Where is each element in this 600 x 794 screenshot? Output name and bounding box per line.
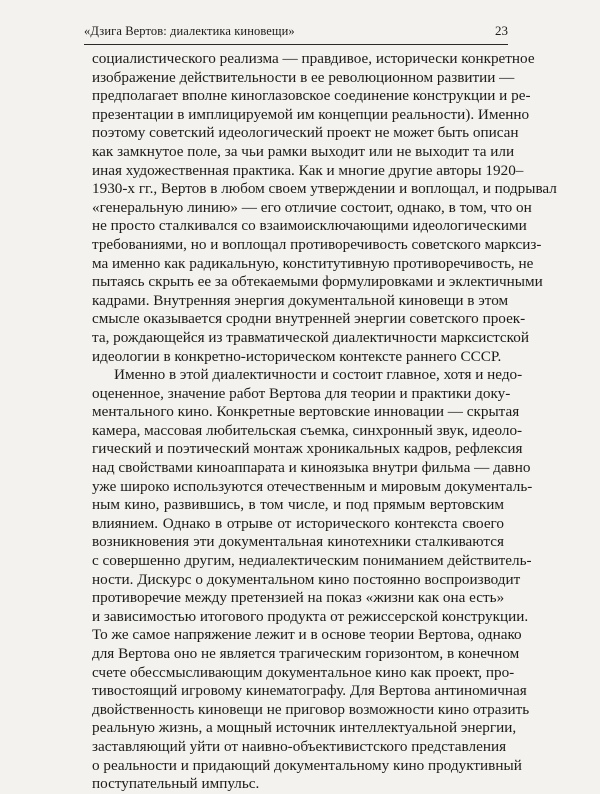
text-line: кадрами. Внутренняя энергия документальной киновещи в этом xyxy=(92,291,509,309)
text-line: социалистического реализма — правдивое, исторически конкретное xyxy=(92,50,535,67)
text-line: та, рождающейся из травматической диалектичности марксистской xyxy=(92,328,529,346)
text-line: гический и поэтический монтаж хроникальных кадров, рефлексия xyxy=(92,440,523,458)
text-line: с совершенно другим, недиалектическим пониманием действитель- xyxy=(92,552,532,570)
text-line: над свойствами киноаппарата и киноязыка внутри фильма — давно xyxy=(92,459,531,477)
text-line: двойственность киновещи не приговор возможности кино отразить xyxy=(92,700,530,718)
page-number: 23 xyxy=(495,23,508,38)
text-line: о реальности и придающий документальному кино продуктивный xyxy=(92,756,522,774)
text-line: противоречие между претензией на показ «жизни как она есть» xyxy=(92,589,505,607)
text-line: заставляющий уйти от наивно-объективистского представления xyxy=(92,737,507,755)
text-line: ности. Дискурс о документальном кино постоянно воспроизводит xyxy=(92,570,521,588)
running-head xyxy=(84,20,508,42)
text-line: То же самое напряжение лежит и в основе теории Вертова, однако xyxy=(92,626,522,644)
text-line: ным кино, развившись, в том числе, и под прямым вертовским xyxy=(92,496,504,514)
text-line: ментального кино. Конкретные вертовские инновации — скрытая xyxy=(92,403,520,421)
text-line: реальную жизнь, а мощный источник интеллектуальной энергии, xyxy=(92,719,517,737)
text-line: Именно в этой диалектичности и состоит главное, хотя и недо- xyxy=(114,366,523,384)
paragraph xyxy=(92,50,557,366)
running-title: «Дзига Вертов: диалектика киновещи» xyxy=(84,24,295,38)
text-line: «генеральную линию» — его отличие состоит, однако, в том, что он xyxy=(92,198,532,216)
text-line: предполагает вполне киноглазовское соединение конструкции и ре- xyxy=(92,87,531,105)
text-line: влиянием. Однако в отрыве от исторического контекста своего xyxy=(92,514,504,532)
text-line: возникновения эти документальная кинотехники сталкиваются xyxy=(92,533,504,551)
text-line: иная художественная практика. Как и многие другие авторы 1920– xyxy=(92,161,524,179)
text-line: 1930-х гг., Вертов в любом своем утверждении и воплощал, и подрывал xyxy=(92,180,557,198)
header-rule xyxy=(84,44,508,45)
text-line: идеологии в конкретно-историческом контексте раннего СССР. xyxy=(92,347,502,365)
text-line: презентации в имплицируемой им концепции реальности). Именно xyxy=(92,105,530,123)
text-line: счете обессмысливающим документальное кино как проект, про- xyxy=(92,663,515,681)
text-line: как замкнутое поле, за чьи рамки выходит или не выходит та или xyxy=(92,142,515,160)
text-line: требованиями, но и воплощал противоречивость советского марксиз- xyxy=(92,235,542,253)
text-line: и зависимостью итогового продукта от режиссерской конструкции. xyxy=(92,607,529,625)
text-line: тивостоящий игровому кинематографу. Для Вертова антиномичная xyxy=(92,682,527,700)
text-line: уже широко используются отечественным и мировым документаль- xyxy=(92,477,533,495)
text-line: поэтому советский идеологический проект не может быть описан xyxy=(92,124,519,142)
text-line: пытаясь скрыть ее за обтекаемыми формулировками и эклектичными xyxy=(92,273,543,291)
text-line: ма именно как радикальную, конститутивную противоречивость, не xyxy=(92,254,534,272)
text-line: оцененное, значение работ Вертова для теории и практики доку- xyxy=(92,384,511,402)
text-line: изображение действительности в ее революционном развитии — xyxy=(92,68,515,86)
body-text xyxy=(92,50,557,794)
text-line: поступательный импульс. xyxy=(92,775,260,793)
text-line: не просто сталкивался со взаимоисключающими идеологическими xyxy=(92,217,527,235)
text-line: для Вертова оно не является трагическим горизонтом, в конечном xyxy=(92,645,520,662)
text-line: смысле оказывается сродни внутренней энергии советского проек- xyxy=(92,310,526,328)
text-line: камера, массовая любительская съемка, синхронный звук, идеоло- xyxy=(92,421,523,439)
paragraph xyxy=(92,366,533,794)
